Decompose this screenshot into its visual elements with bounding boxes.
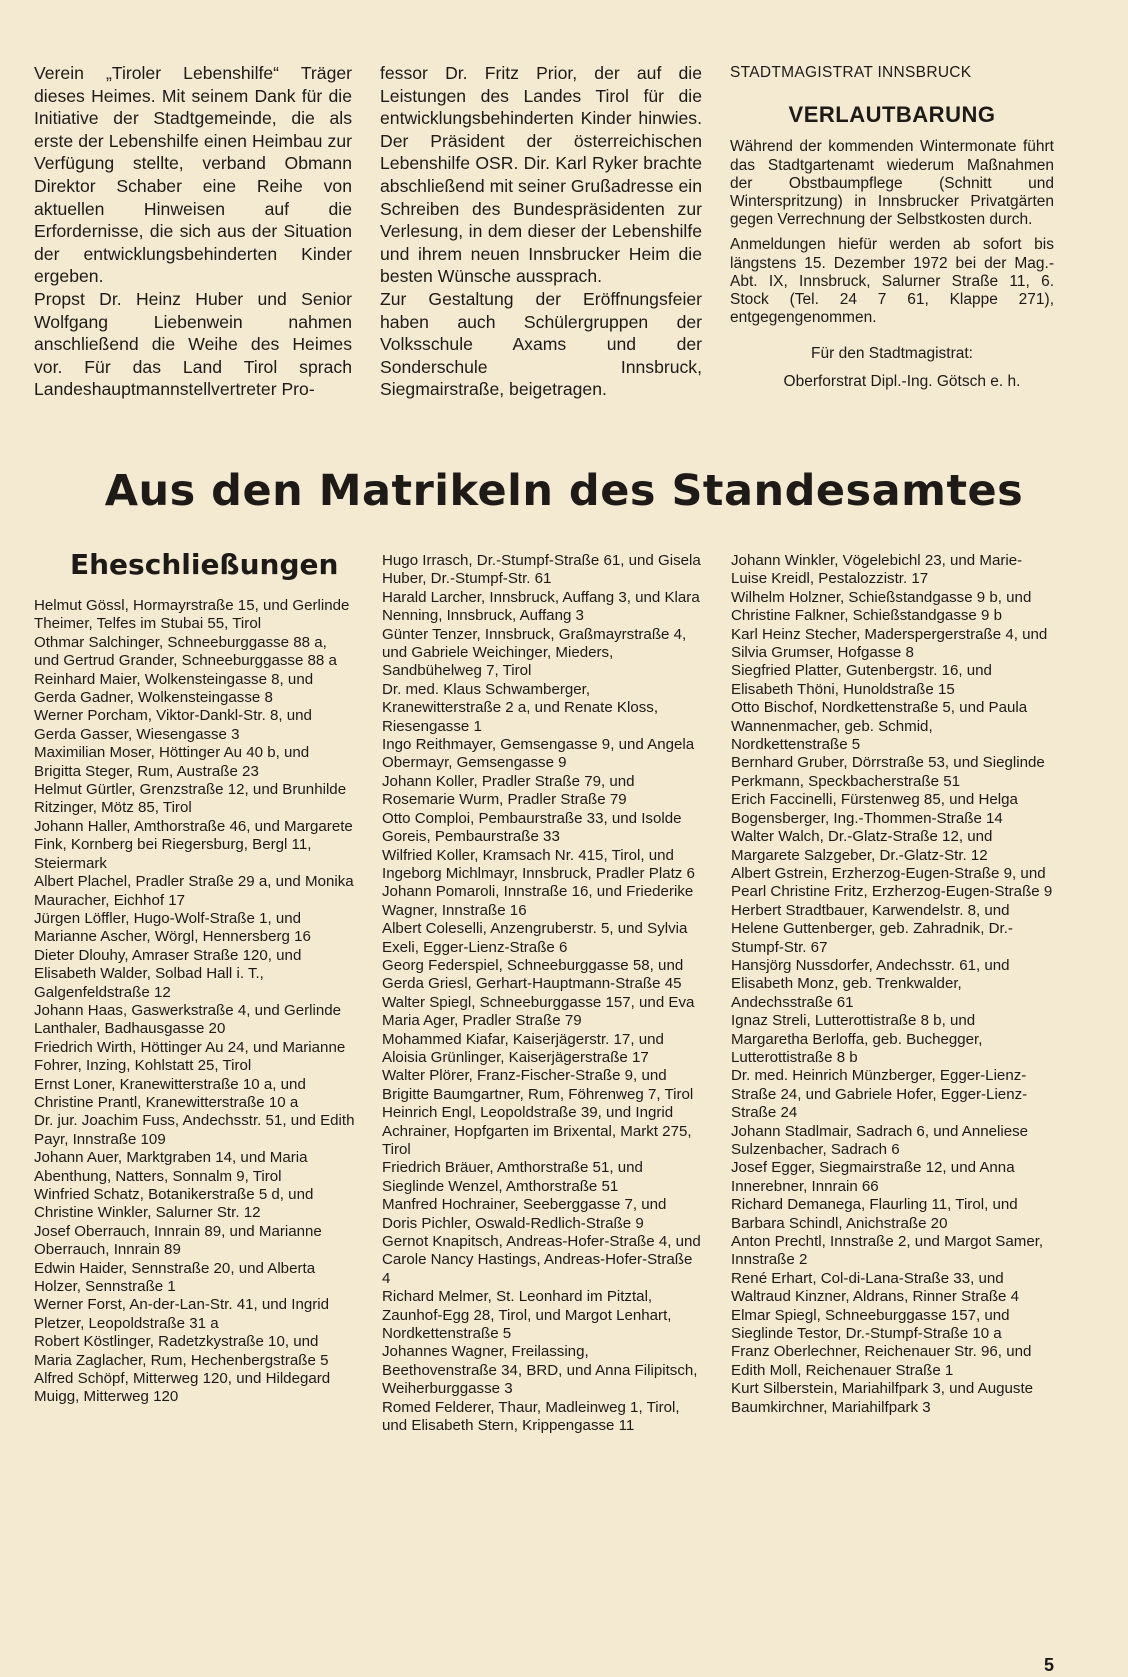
marriage-entry: Ingo Reithmayer, Gemsengasse 9, und Angela Obermayr, Gemsengasse 9 bbox=[382, 736, 695, 772]
marriage-entry: Alfred Schöpf, Mitterweg 120, und Hildegard Muigg, Mitterweg 120 bbox=[34, 1370, 331, 1406]
article-column-2 bbox=[380, 62, 702, 401]
marriage-entry: Othmar Salchinger, Schneeburggasse 88 a, und Gertrud Grander, Schneeburggasse 88 a bbox=[34, 633, 337, 670]
marriage-entry: Gernot Knapitsch, Andreas-Hofer-Straße 4, und Carole Nancy Hastings, Andreas-Hofer-Straße 4 bbox=[382, 1233, 701, 1287]
marriage-entry: Werner Porcham, Viktor-Dankl-Str. 8, und Gerda Gasser, Wiesengasse 3 bbox=[34, 707, 312, 743]
marriage-entry: Harald Larcher, Innsbruck, Auffang 3, und Klara Nenning, Innsbruck, Auffang 3 bbox=[382, 588, 700, 625]
marriage-entry: Romed Felderer, Thaur, Madleinweg 1, Tirol, und Elisabeth Stern, Krippengasse 11 bbox=[382, 1398, 680, 1435]
marriage-entry: Jürgen Löffler, Hugo-Wolf-Straße 1, und Marianne Ascher, Wörgl, Hennersberg 16 bbox=[34, 909, 311, 946]
marriage-entry: Otto Comploi, Pembaurstraße 33, und Isolde Goreis, Pembaurstraße 33 bbox=[382, 809, 682, 846]
marriage-entry: Dr. med. Klaus Schwamberger, Kranewitterstraße 2 a, und Renate Kloss, Riesengasse 1 bbox=[382, 680, 659, 735]
marriage-entry: Maximilian Moser, Höttinger Au 40 b, und Brigitta Steger, Rum, Austraße 23 bbox=[34, 744, 310, 780]
marriage-entry: Ernst Loner, Kranewitterstraße 10 a, und Christine Prantl, Kranewitterstraße 10 a bbox=[34, 1075, 306, 1111]
section-heading: Eheschließungen bbox=[70, 548, 339, 581]
marriage-entry: Kurt Silberstein, Mariahilfpark 3, und Auguste Baumkirchner, Mariahilfpark 3 bbox=[731, 1380, 1034, 1416]
page-headline: Aus den Matrikeln des Standesamtes bbox=[104, 466, 1024, 516]
marriage-entry: Richard Melmer, St. Leonhard im Pitztal, Zaunhof-Egg 28, Tirol, und Margot Lenhart, Nordkettenstraße 5 bbox=[382, 1288, 672, 1343]
marriage-entry: Karl Heinz Stecher, Maderspergerstraße 4, und Silvia Grumser, Hofgasse 8 bbox=[731, 625, 1048, 662]
marriage-entry: Albert Plachel, Pradler Straße 29 a, und Monika Mauracher, Eichhof 17 bbox=[34, 873, 354, 909]
marriage-entry: Albert Gstrein, Erzherzog-Eugen-Straße 9, und Pearl Christine Fritz, Erzherzog-Eugen-Straße 9 bbox=[731, 864, 1053, 901]
marriage-list-column-3 bbox=[731, 552, 1053, 1417]
marriage-entry: Johann Koller, Pradler Straße 79, und Rosemarie Wurm, Pradler Straße 79 bbox=[382, 772, 635, 809]
announcement-title: VERLAUTBARUNG bbox=[788, 102, 996, 128]
marriage-entry: Franz Oberlechner, Reichenauer Str. 96, und Edith Moll, Reichenauer Straße 1 bbox=[731, 1343, 1032, 1379]
signature-name: Oberforstrat Dipl.-Ing. Götsch e. h. bbox=[783, 372, 1021, 390]
marriage-entry: Johann Haller, Amthorstraße 46, und Margarete Fink, Kornberg bei Riegersburg, Bergl 11, Steiermark bbox=[34, 817, 353, 872]
marriage-entry: Wilfried Koller, Kramsach Nr. 415, Tirol, und Ingeborg Michlmayr, Innsbruck, Pradler Platz 6 bbox=[382, 846, 695, 882]
marriage-entry: Siegfried Platter, Gutenbergstr. 16, und Elisabeth Thöni, Hunoldstraße 15 bbox=[731, 662, 992, 698]
marriage-entry: Otto Bischof, Nordkettenstraße 5, und Paula Wannenmacher, geb. Schmid, Nordkettenstraße 5 bbox=[731, 699, 1028, 754]
marriage-entry: Walter Walch, Dr.-Glatz-Straße 12, und Margarete Salzgeber, Dr.-Glatz-Str. 12 bbox=[731, 828, 993, 864]
marriage-entry: Bernhard Gruber, Dörrstraße 53, und Sieglinde Perkmann, Speckbacherstraße 51 bbox=[731, 754, 1045, 790]
marriage-entry: Herbert Stradtbauer, Karwendelstr. 8, und Helene Guttenberger, geb. Zahradnik, Dr.-Stumpf-Str. 67 bbox=[731, 901, 1013, 956]
marriage-entry: Hansjörg Nussdorfer, Andechsstr. 61, und Elisabeth Monz, geb. Trenkwalder, Andechsstraße 61 bbox=[731, 956, 1010, 1011]
marriage-entry: Friedrich Bräuer, Amthorstraße 51, und Sieglinde Wenzel, Amthorstraße 51 bbox=[382, 1159, 643, 1195]
marriage-entry: Johann Stadlmair, Sadrach 6, und Anneliese Sulzenbacher, Sadrach 6 bbox=[731, 1122, 1029, 1158]
marriage-entry: Johannes Wagner, Freilassing, Beethovenstraße 34, BRD, und Anna Filipitsch, Weiherburggasse 3 bbox=[382, 1343, 698, 1398]
marriage-entry: Walter Spiegl, Schneeburggasse 157, und Eva Maria Ager, Pradler Straße 79 bbox=[382, 993, 695, 1030]
signature-line: Für den Stadtmagistrat: bbox=[811, 345, 973, 363]
marriage-entry: Dr. jur. Joachim Fuss, Andechsstr. 51, und Edith Payr, Innstraße 109 bbox=[34, 1112, 355, 1148]
article-column-1 bbox=[34, 62, 352, 401]
marriage-entry: Anton Prechtl, Innstraße 2, und Margot Samer, Innstraße 2 bbox=[731, 1233, 1044, 1269]
marriage-list-column-1 bbox=[34, 597, 356, 1407]
marriage-entry: Werner Forst, An-der-Lan-Str. 41, und Ingrid Pletzer, Leopoldstraße 31 a bbox=[34, 1296, 330, 1332]
marriage-entry: Josef Egger, Siegmairstraße 12, und Anna Innerebner, Innrain 66 bbox=[731, 1159, 1015, 1195]
marriage-entry: Winfried Schatz, Botanikerstraße 5 d, und Christine Winkler, Salurner Str. 12 bbox=[34, 1186, 314, 1222]
marriage-entry: Robert Köstlinger, Radetzkystraße 10, und Maria Zaglacher, Rum, Hechenbergstraße 5 bbox=[34, 1333, 329, 1369]
marriage-list-column-2 bbox=[382, 552, 704, 1436]
article-paragraph: Zur Gestaltung der Eröffnungsfeier haben auch Schülergruppen der Volksschule Axams und der Sonderschule Innsbruck, Siegmairstraße, beigetragen. bbox=[380, 288, 702, 400]
marriage-entry: Helmut Gössl, Hormayrstraße 15, und Gerlinde Theimer, Telfes im Stubai 55, Tirol bbox=[34, 597, 350, 633]
marriage-entry: Erich Faccinelli, Fürstenweg 85, und Helga Bogensberger, Ing.-Thommen-Straße 14 bbox=[731, 791, 1018, 827]
article-paragraph: Verein „Tiroler Lebenshilfe“ Träger dieses Heimes. Mit seinem Dank für die Initiative der Stadtgemeinde, die als erste der Lebenshilfe einen Heimbau zur Verfügung stellte, verband Obmann Direktor Schaber eine Reihe von aktuellen Hinweisen auf die Erfordernisse, die sich aus der Situation der entwicklungsbehinderten Kinder ergeben. bbox=[34, 63, 352, 287]
marriage-entry: Johann Winkler, Vögelebichl 23, und Marie-Luise Kreidl, Pestalozzistr. 17 bbox=[731, 552, 1023, 588]
announcement-paragraph: Anmeldungen hiefür werden ab sofort bis längstens 15. Dezember 1972 bei der Mag.-Abt. IX, Innsbruck, Salurner Straße 11, 6. Stock (Tel. 24 7 61, Klappe 271), entgegengenommen. bbox=[730, 236, 1054, 327]
marriage-entry: Wilhelm Holzner, Schießstandgasse 9 b, und Christine Falkner, Schießstandgasse 9 b bbox=[731, 588, 1032, 625]
marriage-entry: Hugo Irrasch, Dr.-Stumpf-Straße 61, und Gisela Huber, Dr.-Stumpf-Str. 61 bbox=[382, 552, 701, 588]
announcement-column bbox=[730, 62, 1054, 391]
marriage-entry: Mohammed Kiafar, Kaiserjägerstr. 17, und Aloisia Grünlinger, Kaiserjägerstraße 17 bbox=[382, 1030, 664, 1066]
marriage-entry: Manfred Hochrainer, Seeberggasse 7, und Doris Pichler, Oswald-Redlich-Straße 9 bbox=[382, 1196, 667, 1232]
marriage-entry: Johann Auer, Marktgraben 14, und Maria Abenthung, Natters, Sonnalm 9, Tirol bbox=[34, 1149, 308, 1185]
marriage-entry: Walter Plörer, Franz-Fischer-Straße 9, und Brigitte Baumgartner, Rum, Föhrenweg 7, Tirol bbox=[382, 1067, 694, 1103]
marriage-entry: Reinhard Maier, Wolkensteingasse 8, und Gerda Gadner, Wolkensteingasse 8 bbox=[34, 670, 314, 707]
marriage-entry: Helmut Gürtler, Grenzstraße 12, und Brunhilde Ritzinger, Mötz 85, Tirol bbox=[34, 781, 347, 817]
marriage-entry: Georg Federspiel, Schneeburggasse 58, und Gerda Griesl, Gerhart-Hauptmann-Straße 45 bbox=[382, 956, 684, 993]
article-paragraph: fessor Dr. Fritz Prior, der auf die Leistungen des Landes Tirol für die entwicklungsbehinderten Kinder hinwies. Der Präsident der österreichischen Lebenshilfe OSR. Dir. Karl Ryker brachte abschließend mit seiner Grußadresse ein Schreiben des Bundespräsidenten zur Verlesung, in dem dieser der Lebenshilfe und ihrem neuen Innsbrucker Heim die besten Wünsche aussprach. bbox=[380, 63, 702, 287]
marriage-entry: Johann Pomaroli, Innstraße 16, und Friederike Wagner, Innstraße 16 bbox=[382, 883, 694, 919]
page-number: 5 bbox=[1044, 1655, 1055, 1675]
marriage-entry: Dr. med. Heinrich Münzberger, Egger-Lienz-Straße 24, und Gabriele Hofer, Egger-Lienz-Straße 24 bbox=[731, 1067, 1028, 1122]
marriage-entry: Johann Haas, Gaswerkstraße 4, und Gerlinde Lanthaler, Badhausgasse 20 bbox=[34, 1001, 342, 1038]
marriage-entry: Friedrich Wirth, Höttinger Au 24, und Marianne Fohrer, Inzing, Kohlstatt 25, Tirol bbox=[34, 1038, 346, 1075]
announcement-issuer: STADTMAGISTRAT INNSBRUCK bbox=[730, 64, 972, 81]
marriage-entry: René Erhart, Col-di-Lana-Straße 33, und Waltraud Kinzner, Aldrans, Rinner Straße 4 bbox=[731, 1269, 1020, 1306]
marriage-entry: Ignaz Streli, Lutterottistraße 8 b, und Margaretha Berloffa, geb. Buchegger, Lutterottistraße 8 b bbox=[731, 1012, 983, 1066]
marriage-entry: Josef Oberrauch, Innrain 89, und Marianne Oberrauch, Innrain 89 bbox=[34, 1222, 322, 1259]
marriage-entry: Elmar Spiegl, Schneeburggasse 157, und Sieglinde Testor, Dr.-Stumpf-Straße 10 a bbox=[731, 1306, 1010, 1343]
marriage-entry: Dieter Dlouhy, Amraser Straße 120, und Elisabeth Walder, Solbad Hall i. T., Galgenfeldstraße 12 bbox=[34, 946, 302, 1001]
marriage-entry: Albert Coleselli, Anzengruberstr. 5, und Sylvia Exeli, Egger-Lienz-Straße 6 bbox=[382, 920, 688, 956]
marriage-entry: Heinrich Engl, Leopoldstraße 39, und Ingrid Achrainer, Hopfgarten im Brixental, Markt 275, Tirol bbox=[382, 1104, 692, 1158]
marriage-entry: Richard Demanega, Flaurling 11, Tirol, und Barbara Schindl, Anichstraße 20 bbox=[731, 1196, 1018, 1232]
article-paragraph: Propst Dr. Heinz Huber und Senior Wolfgang Liebenwein nahmen anschließend die Weihe des Heimes vor. Für das Land Tirol sprach Landeshauptmannstellvertreter Pro- bbox=[34, 288, 352, 400]
marriage-entry: Edwin Haider, Sennstraße 20, und Alberta Holzer, Sennstraße 1 bbox=[34, 1259, 316, 1296]
announcement-paragraph: Während der kommenden Wintermonate führt das Stadtgartenamt wiederum Maßnahmen der Obstbaumpflege (Schnitt und Winterspritzung) in Innsbrucker Privatgärten gegen Verrechnung der Selbstkosten durch. bbox=[730, 138, 1054, 229]
marriage-entry: Günter Tenzer, Innsbruck, Graßmayrstraße 4, und Gabriele Weichinger, Mieders, Sandbühelweg 7, Tirol bbox=[382, 625, 687, 680]
